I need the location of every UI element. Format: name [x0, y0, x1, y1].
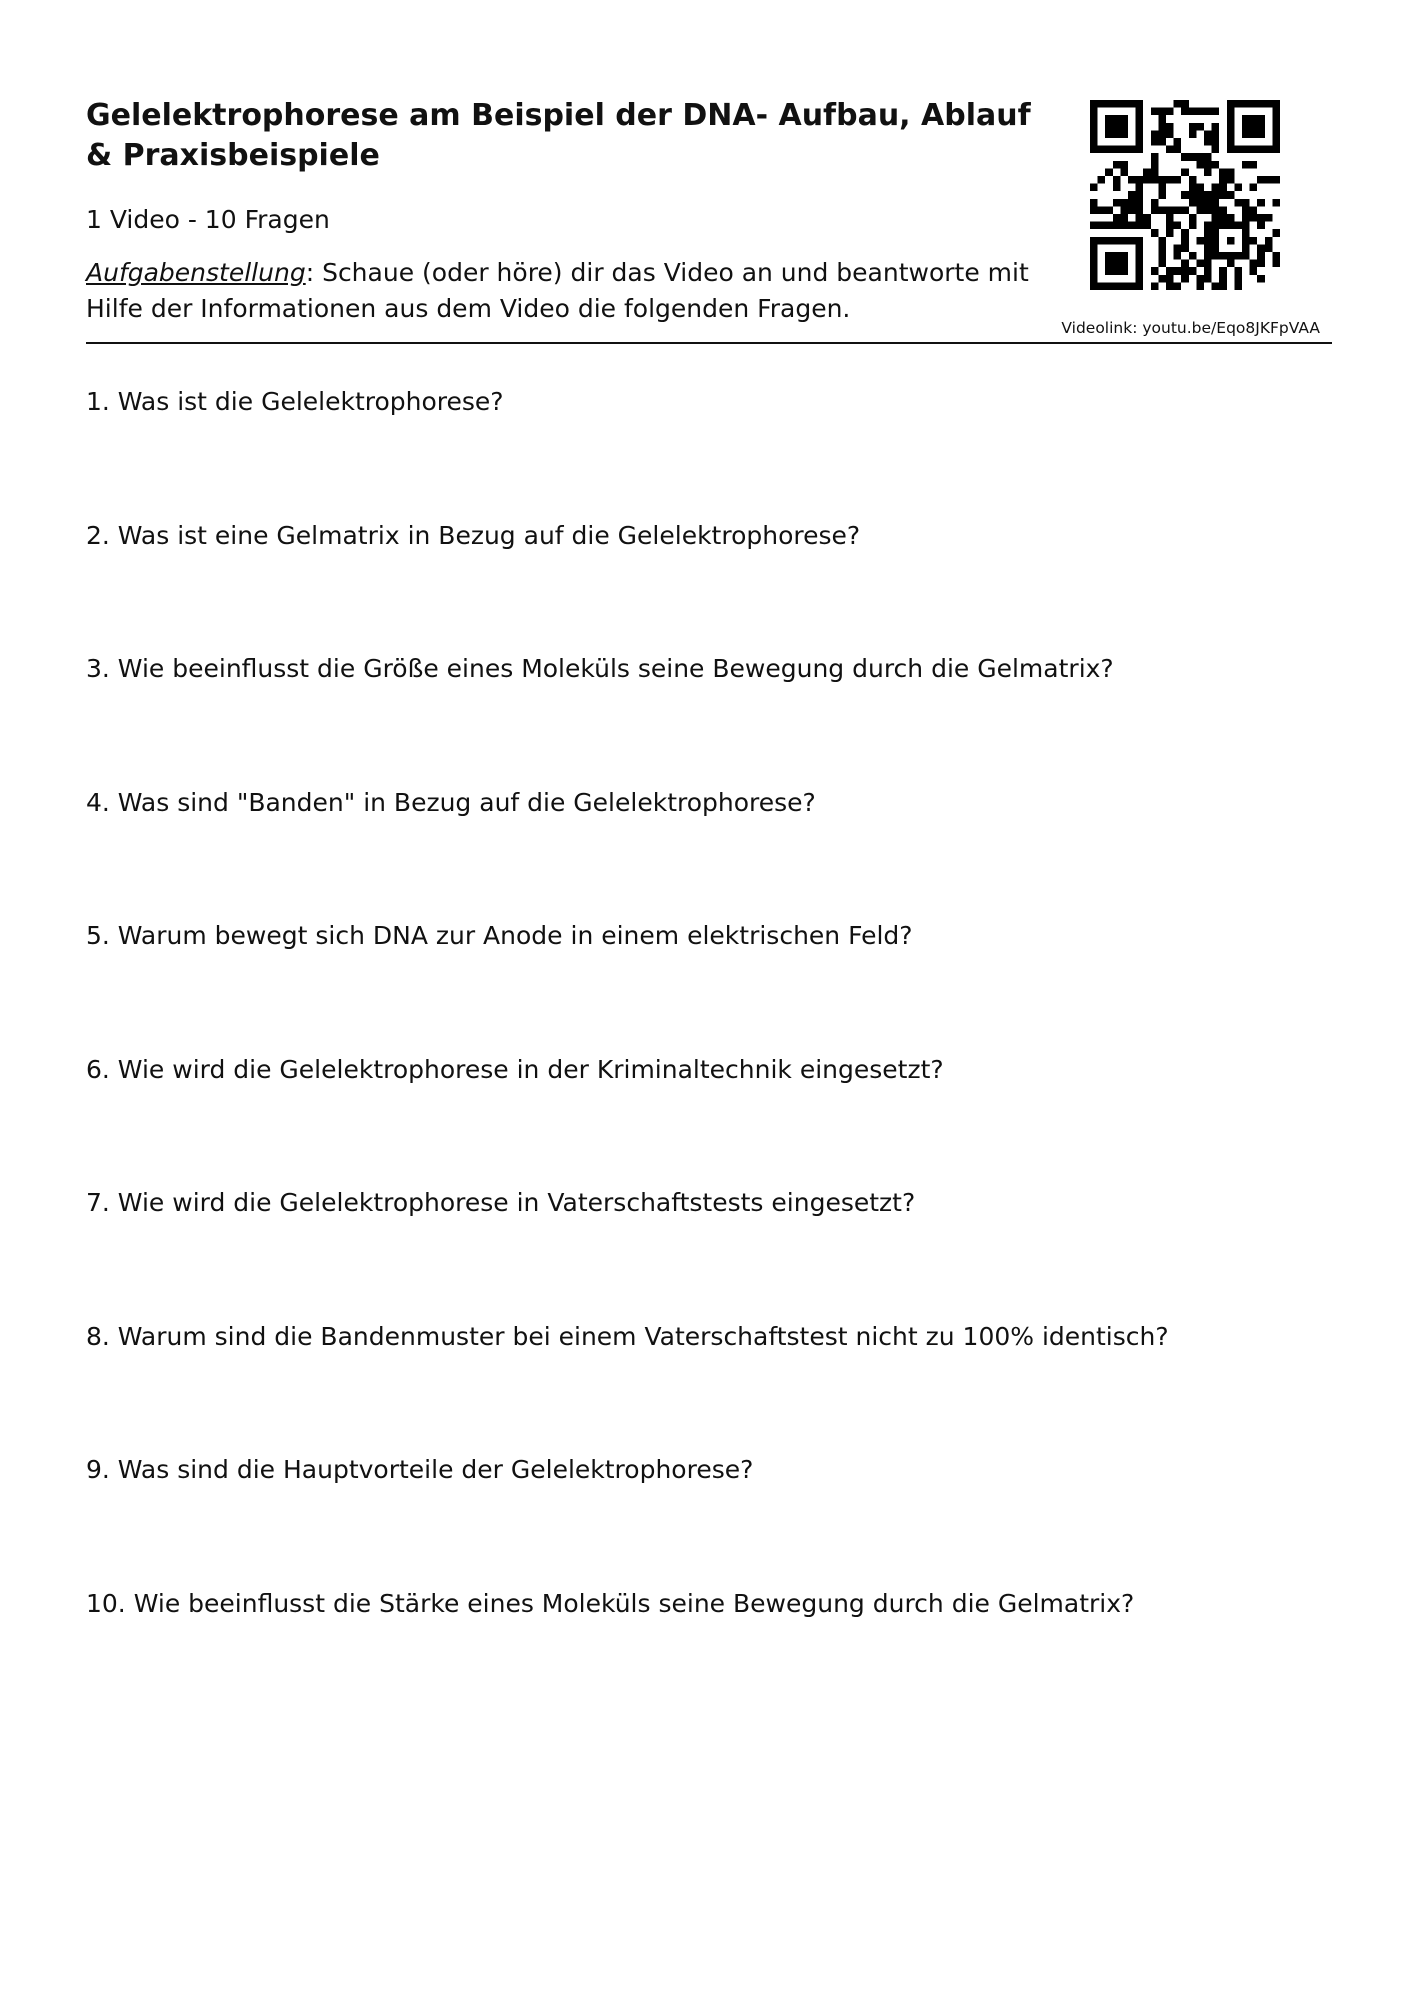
question-item: 6. Wie wird die Gelelektrophorese in der Kriminaltechnik eingesetzt? — [86, 1054, 944, 1084]
header-divider — [86, 342, 1332, 344]
worksheet-subtitle: 1 Video - 10 Fragen — [86, 205, 330, 234]
question-item: 2. Was ist eine Gelmatrix in Bezug auf die Gelelektrophorese? — [86, 520, 861, 550]
task-label: Aufgabenstellung — [86, 258, 306, 287]
question-item: 7. Wie wird die Gelelektrophorese in Vaterschaftstests eingesetzt? — [86, 1188, 916, 1217]
task-instructions — [86, 255, 1046, 327]
question-item: 10. Wie beeinflusst die Stärke eines Moleküls seine Bewegung durch die Gelmatrix? — [86, 1588, 1135, 1618]
question-item: 3. Wie beeinflusst die Größe eines Moleküls seine Bewegung durch die Gelmatrix? — [86, 654, 1114, 683]
worksheet-title: Gelelektrophorese am Beispiel der DNA- Aufbau, Ablauf & Praxisbeispiele — [86, 98, 1031, 173]
question-list — [86, 386, 1326, 1721]
question-item: 1. Was ist die Gelelektrophorese? — [86, 387, 504, 416]
question-item: 5. Warum bewegt sich DNA zur Anode in einem elektrischen Feld? — [86, 921, 913, 950]
question-item: 8. Warum sind die Bandenmuster bei einem Vaterschaftstest nicht zu 100% identisch? — [86, 1321, 1169, 1351]
question-item: 9. Was sind die Hauptvorteile der Gelelektrophorese? — [86, 1455, 754, 1484]
question-item: 4. Was sind "Banden" in Bezug auf die Gelelektrophorese? — [86, 787, 816, 817]
qr-code-icon[interactable] — [1090, 100, 1280, 290]
video-link[interactable]: Videolink: youtu.be/Eqo8JKFpVAA — [1061, 319, 1320, 337]
task-text: : Schaue (oder höre) dir das Video an und beantworte mit Hilfe der Informationen aus dem Video die folgenden Fragen. — [86, 258, 1029, 323]
